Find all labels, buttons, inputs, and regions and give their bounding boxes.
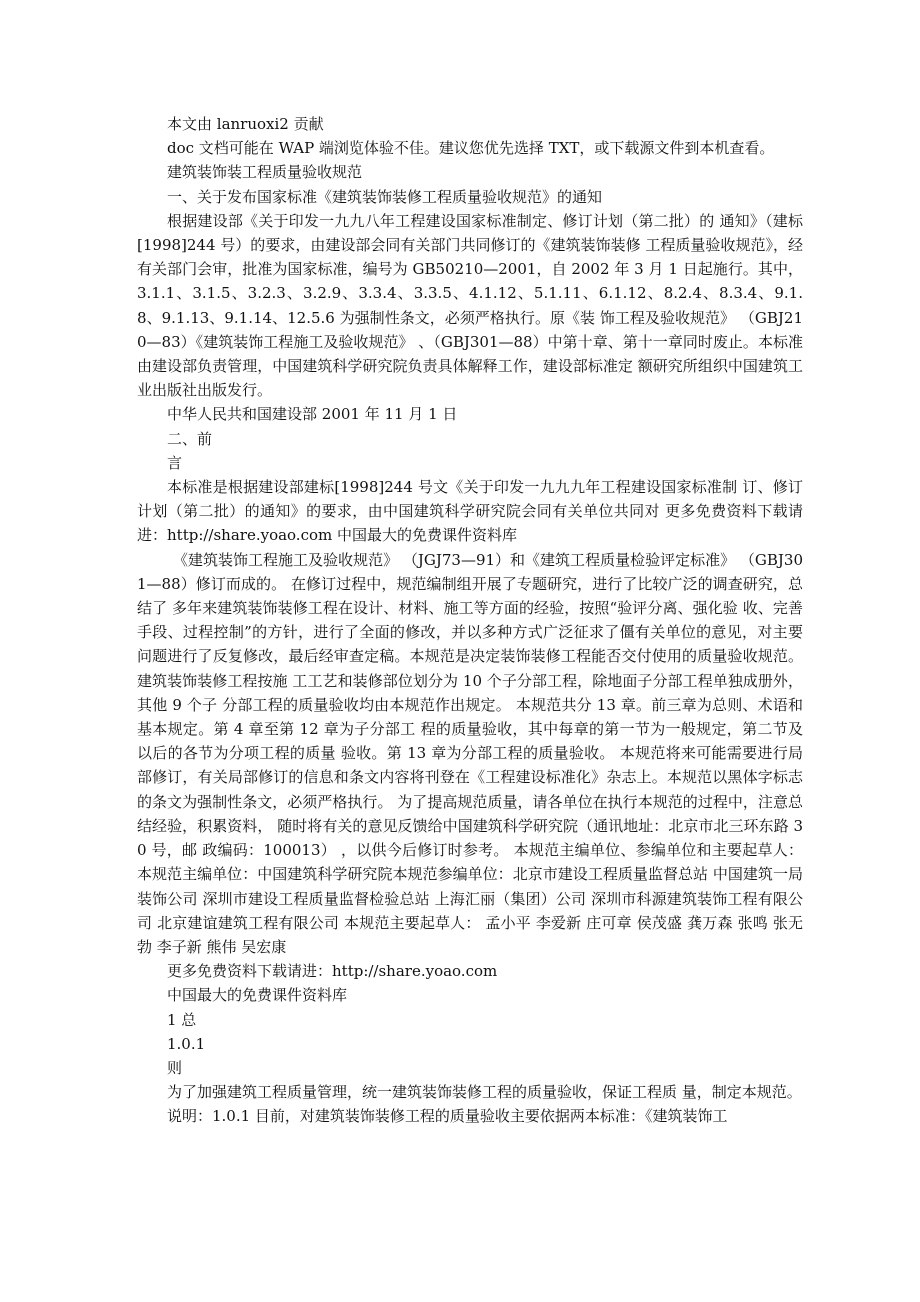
section-heading-notice: 一、关于发布国家标准《建筑装饰装修工程质量验收规范》的通知 <box>167 187 603 206</box>
section-heading-preface: 二、前 <box>167 429 213 448</box>
library-line: 中国最大的免费课件资料库 <box>167 986 348 1005</box>
clause-text: 为了加强建筑工程质量管理，统一建筑装饰装修工程的质量验收，保证工程质 量，制定本规范。 <box>167 1083 802 1102</box>
section-heading-preface-cont: 言 <box>167 453 183 472</box>
issuer-date-line: 中华人民共和国建设部 2001 年 11 月 1 日 <box>167 405 458 424</box>
preface-paragraph: 本标准是根据建设部建标[1998]244 号文《关于印发一九九九年工程建设国家标准制 订、修订计划（第二批）的通知》的要求，由中国建筑科学研究院会同有关单位共同对 更多免费资料下载请进：http://share.yoao.com 中国最大的免费课件资料库 <box>137 478 803 545</box>
download-link-line: 更多免费资料下载请进：http://share.yoao.com <box>167 962 498 981</box>
clause-number: 1.0.1 <box>167 1034 206 1053</box>
document-title: 建筑装饰装工程质量验收规范 <box>167 163 363 182</box>
notice-body-paragraph: 根据建设部《关于印发一九九八年工程建设国家标准制定、修订计划（第二批）的 通知》（建标[1998]244 号）的要求，由建设部会同有关部门共同修订的《建筑装饰装修 工程质量验收规范》，经有关部门会审，批准为国家标准，编号为 GB50210—2001，自 2002 年 3 月 1 日起施行。其中，3.1.1、3.1.5、3.2.3、3.2.9、3.3.4、3.3.5、4.1.12、5.1.11、6.1.12、8.2.4、8.3.4、9.1.8、9.1.13、9.1.14、12.5.6 为强制性条文，必须严格执行。原《装 饰工程及验收规范》 （GBJ210—83）《建筑装饰工程施工及验收规范》 、（GBJ301—88）中第十章、第十一章同时废止。本标准由建设部负责管理，中国建筑科学研究院负责具体解释工作，建设部标准定 额研究所组织中国建筑工业出版社出版发行。 <box>137 211 803 400</box>
chapter-heading-cont: 则 <box>167 1058 183 1077</box>
contributor-line: 本文由 lanruoxi2 贡献 <box>167 115 324 133</box>
preface-body-paragraph: 《建筑装饰工程施工及验收规范》 （JGJ73—91）和《建筑工程质量检验评定标准》 （GBJ301—88）修订而成的。 在修订过程中，规范编制组开展了专题研究，进行了比较广泛的调查研究，总结了 多年来建筑装饰装修工程在设计、材料、施工等方面的经验，按照“验评分离、强化验 收、完善手段、过程控制”的方针，进行了全面的修改，并以多种方式广泛征求了僵有关单位的意见，对主要问题进行了反复修改，最后经审查定稿。本规范是决定装饰装修工程能否交付使用的质量验收规范。建筑装饰装修工程按施 工工艺和装修部位划分为 10 个子分部工程，除地面子分部工程单独成册外，其他 9 个子 分部工程的质量验收均由本规范作出规定。 本规范共分 13 章。前三章为总则、术语和基本规定。第 4 章至第 12 章为子分部工 程的质量验收，其中每章的第一节为一般规定，第二节及以后的各节为分项工程的质量 验收。第 13 章为分部工程的质量验收。 本规范将来可能需要进行局部修订，有关局部修订的信息和条文内容将刊登在《工程建设标准化》杂志上。本规范以黑体字标志的条文为强制性条文，必须严格执行。 为了提高规范质量，请各单位在执行本规范的过程中，注意总结经验，积累资料， 随时将有关的意见反馈给中国建筑科学研究院（通讯地址：北京市北三环东路 30 号，邮 政编码：100013） ，以供今后修订时参考。 本规范主编单位、参编单位和主要起草人：本规范主编单位：中国建筑科学研究院本规范参编单位：北京市建设工程质量监督总站 中国建筑一局装饰公司 深圳市建设工程质量监督检验总站 上海汇丽（集团）公司 深圳市科源建筑装饰工程有限公司 北京建谊建筑工程有限公司 本规范主要起草人： 孟小平 李爱新 庄可章 侯茂盛 龚万森 张鸣 张无勃 李子新 熊伟 吴宏康 <box>137 550 803 956</box>
format-notice: doc 文档可能在 WAP 端浏览体验不佳。建议您优先选择 TXT，或下载源文件到本机查看。 <box>167 139 775 158</box>
chapter-heading: 1 总 <box>167 1010 197 1029</box>
clause-explanation: 说明：1.0.1 目前，对建筑装饰装修工程的质量验收主要依据两本标准：《建筑装饰工 <box>167 1107 728 1126</box>
